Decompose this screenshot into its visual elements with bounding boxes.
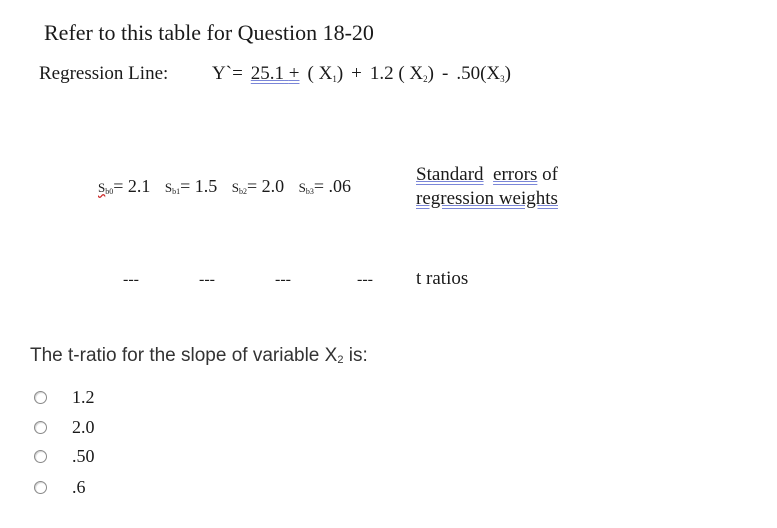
caption-regression-weights: regression weights [416,188,558,209]
eq-plus-1: + [288,63,300,84]
se-b1: $S_{b1}= 1.5$ [164,176,218,196]
answer-option-3[interactable] [34,446,95,466]
se-b0: $S_{b0}= 2.1$ [98,176,151,196]
t-ratio-blank-b0: --- [123,271,139,288]
eq-y: Y` [212,63,233,84]
standard-errors-row [98,176,361,197]
eq-plus-2: + [351,63,362,84]
answer-option-2[interactable] [34,417,95,437]
answer-option-label[interactable]: .6 [72,476,86,497]
eq-b3: .50(X [456,63,501,84]
eq-x2-close: ) [427,63,434,84]
t-ratios-caption: t ratios [416,268,469,289]
regression-line-label: Regression Line: [39,63,169,84]
eq-x3-close: ) [504,63,511,84]
caption-errors: errors [493,164,538,185]
eq-x2-sub: 2 [423,74,428,84]
eq-x3-sub: 3 [500,74,505,84]
t-ratio-blank-b3: --- [357,271,373,288]
answer-option-label[interactable]: 2.0 [72,416,95,437]
regression-equation [212,63,511,85]
caption-of: of [542,164,558,185]
eq-x1-close: ) [336,63,344,84]
answer-option-label[interactable]: .50 [72,445,95,466]
eq-b2: 1.2 [369,63,394,84]
eq-x1-sub: 1 [332,74,337,84]
question-prompt: The t-ratio for the slope of variable $X_2$ is: [30,345,368,366]
radio-button[interactable] [34,391,47,404]
radio-button[interactable] [34,481,47,494]
radio-button[interactable] [34,450,47,463]
eq-minus: - [442,63,449,84]
answer-option-4[interactable] [34,477,86,497]
t-ratio-blank-b1: --- [199,271,215,288]
t-ratio-blank-b2: --- [275,271,291,288]
eq-x1: ( X [307,63,333,84]
answer-option-1[interactable] [34,387,95,407]
eq-x2: ( X [398,63,424,84]
eq-constant-group [251,63,300,84]
question-set-title: Refer to this table for Question 18-20 [44,20,374,45]
radio-button[interactable] [34,421,47,434]
standard-errors-caption [416,163,558,211]
se-b2: $S_{b2}= 2.0$ [231,176,285,196]
caption-standard: Standard [416,164,484,185]
eq-constant: 25.1 [250,63,285,84]
answer-option-label[interactable]: 1.2 [72,386,95,407]
se-b3: $S_{b3}= .06$ [298,176,352,196]
eq-equals: = [232,63,243,84]
